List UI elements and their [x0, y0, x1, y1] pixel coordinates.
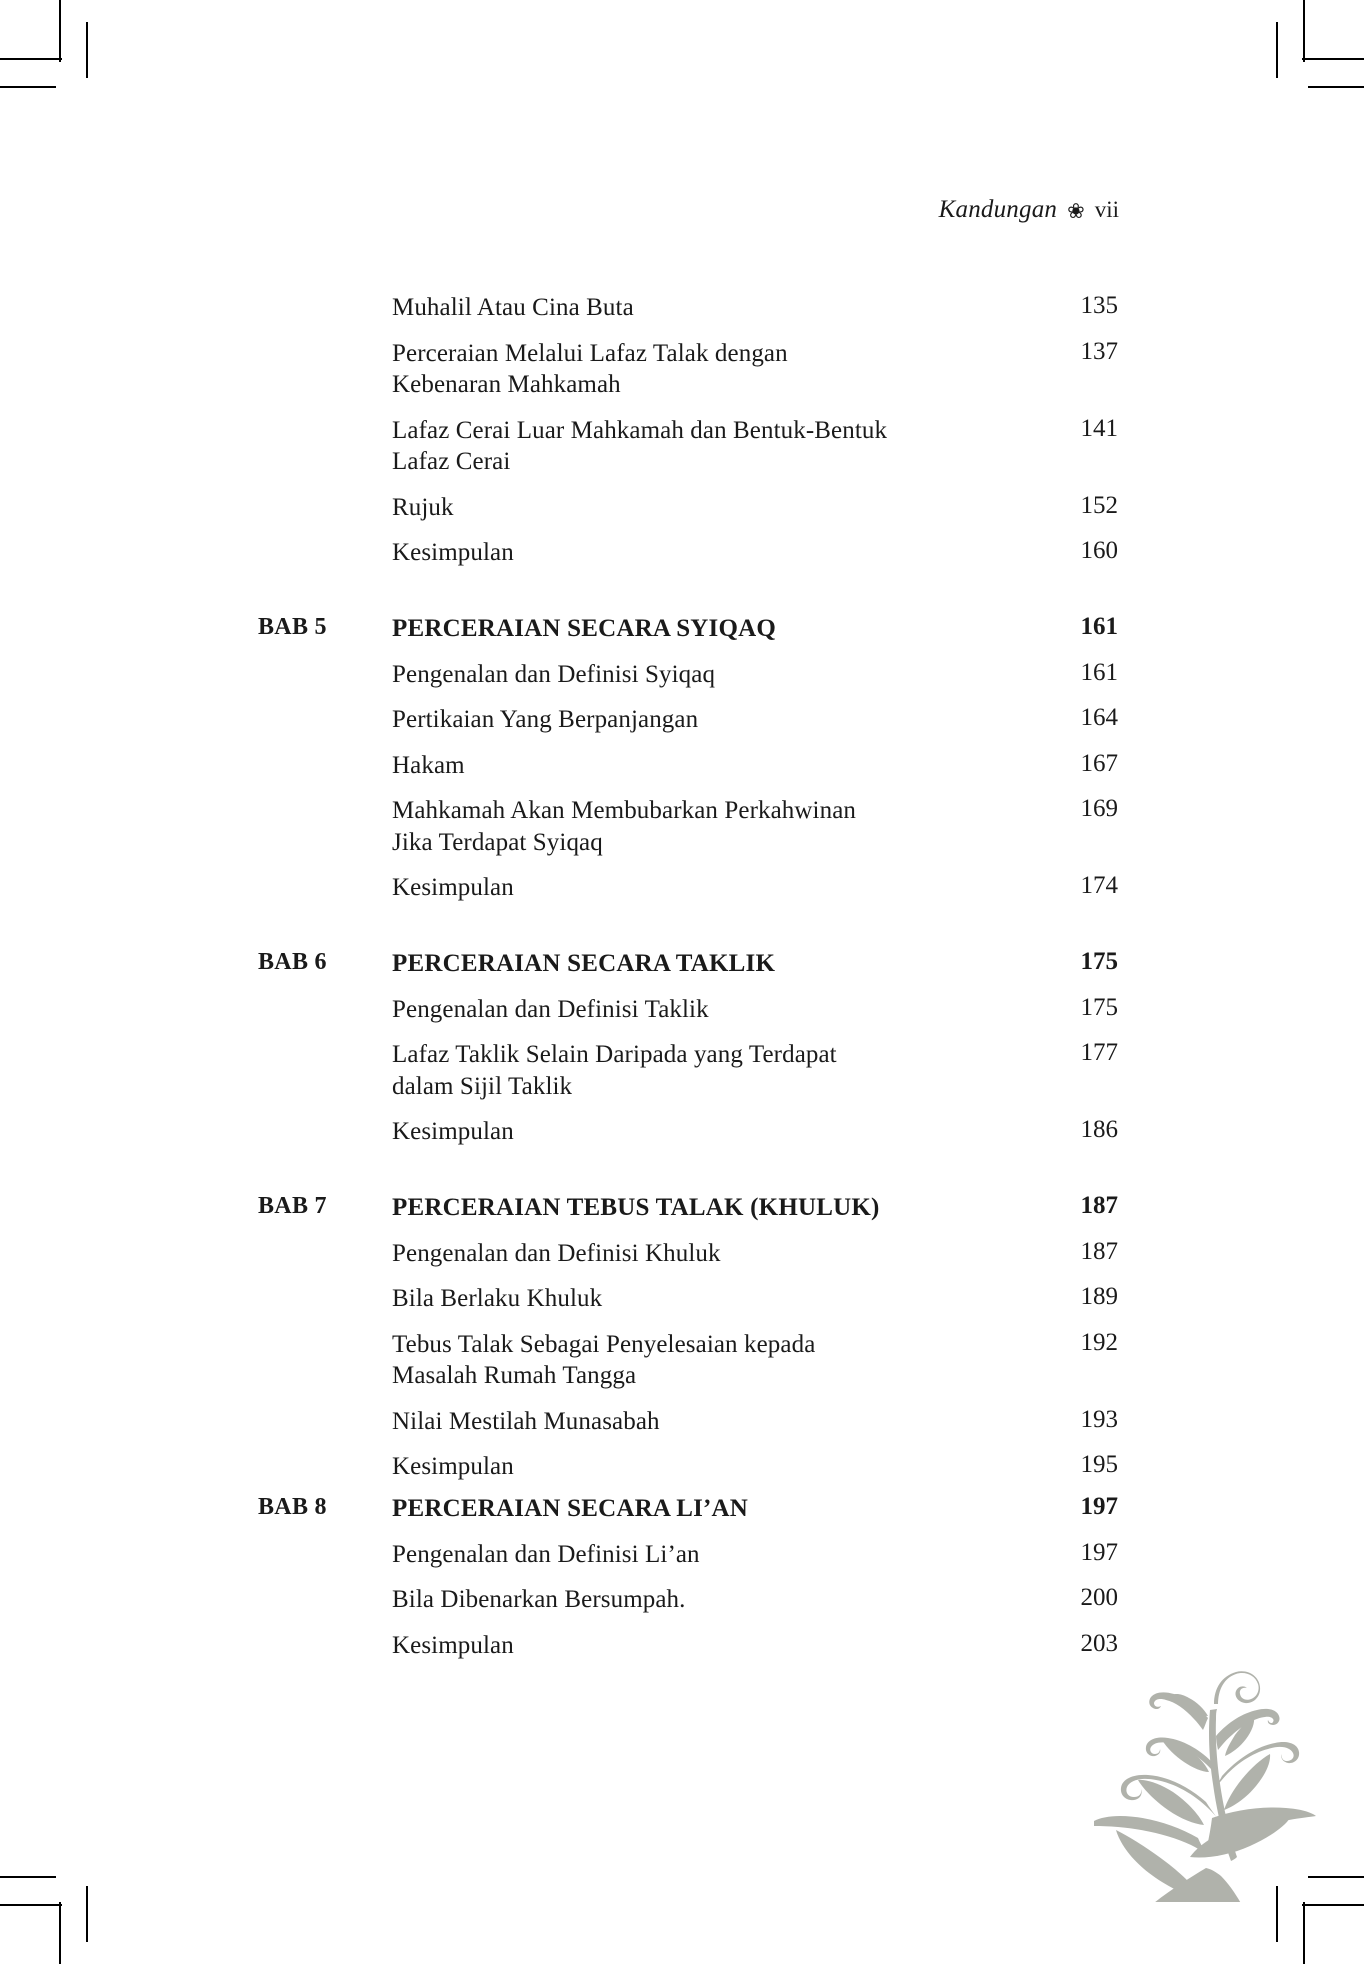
toc-entry-row[interactable] [258, 750, 1118, 782]
toc-chapter-label [258, 1584, 392, 1585]
toc-entry-page-number: 197 [1080, 1492, 1118, 1520]
toc-entry-title-line1: Pengenalan dan Definisi Syiqaq [392, 660, 716, 688]
toc-chapter-label [258, 872, 392, 873]
toc-chapter-label [258, 994, 392, 995]
toc-entry-title [392, 1329, 1044, 1392]
toc-entry-row[interactable] [258, 872, 1118, 904]
running-header-title: Kandungan [938, 196, 1058, 223]
toc-entry-title-line1: Kesimpulan [392, 874, 514, 901]
toc-entry-title [392, 948, 1044, 980]
toc-chapter-label [258, 1630, 392, 1631]
toc-entry-title-line1: Bila Berlaku Khuluk [392, 1285, 603, 1312]
crop-mark [1308, 86, 1364, 88]
toc-entry-title [392, 750, 1044, 782]
crop-mark [1302, 1904, 1364, 1906]
toc-entry-title-line1: Lafaz Cerai Luar Mahkamah dan Bentuk-Bentuk [392, 416, 888, 444]
toc-entry-page-number: 137 [1080, 337, 1118, 365]
toc-entry-page-number: 192 [1080, 1328, 1118, 1356]
toc-chapter-label [258, 1451, 392, 1452]
toc-chapter-label [258, 1039, 392, 1040]
toc-entry-page-number: 135 [1080, 292, 1118, 319]
crop-mark [86, 1886, 88, 1942]
toc-entry-title-line1: Pertikaian Yang Berpanjangan [392, 706, 699, 733]
toc-entry-title [392, 1584, 1044, 1616]
toc-entry-row[interactable] [258, 1406, 1118, 1438]
toc-entry-title-line1: Pengenalan dan Definisi Li’an [392, 1540, 700, 1568]
toc-entry-page-number: 193 [1080, 1405, 1118, 1433]
toc-entry-title-line1: Kesimpulan [392, 1118, 514, 1145]
toc-entry-page-number: 203 [1080, 1629, 1118, 1657]
toc-entry-page-number: 200 [1080, 1584, 1118, 1611]
toc-entry-title [392, 704, 1044, 736]
toc-entry-page-number: 164 [1080, 704, 1118, 731]
toc-entry-title [392, 1238, 1044, 1270]
toc-entry-page-number: 175 [1080, 947, 1118, 975]
toc-chapter-row[interactable] [258, 1192, 1118, 1224]
toc-entry-row[interactable] [258, 415, 1118, 478]
toc-entry-page-number: 197 [1080, 1538, 1118, 1566]
toc-entry-row[interactable] [258, 1630, 1118, 1662]
toc-entry-title-line2: Kebenaran Mahkamah [392, 371, 621, 398]
toc-chapter-label [258, 292, 392, 293]
toc-entry-title-line1: PERCERAIAN SECARA TAKLIK [392, 949, 776, 977]
toc-entry-title [392, 415, 1044, 478]
toc-entry-title-line1: Bila Dibenarkan Bersumpah. [392, 1586, 686, 1613]
toc-entry-row[interactable] [258, 1116, 1118, 1148]
rosette-ornament-icon: ❀ [1067, 198, 1085, 223]
toc-chapter-label: BAB 8 [258, 1493, 327, 1520]
toc-entry-title-line1: Hakam [392, 751, 465, 779]
toc-entry-page-number: 161 [1080, 658, 1118, 686]
toc-entry-page-number: 186 [1080, 1116, 1118, 1143]
toc-entry-title-line1: PERCERAIAN SECARA SYIQAQ [392, 614, 777, 642]
toc-entry-title [392, 1283, 1044, 1315]
toc-chapter-label [258, 338, 392, 339]
toc-entry-row[interactable] [258, 1238, 1118, 1270]
toc-entry-title [392, 1630, 1044, 1662]
toc-chapter-label [258, 750, 392, 751]
toc-entry-title-line1: Rujuk [392, 493, 454, 521]
toc-entry-page-number: 174 [1080, 872, 1118, 899]
toc-entry-title-line1: Kesimpulan [392, 1453, 514, 1480]
toc-entry-title-line1: Kesimpulan [392, 1631, 514, 1659]
crop-mark [1276, 22, 1278, 78]
toc-entry-title [392, 994, 1044, 1026]
toc-chapter-label [258, 415, 392, 416]
toc-chapter-label: BAB 6 [258, 948, 327, 975]
crop-mark [0, 1904, 62, 1906]
toc-entry-row[interactable] [258, 1329, 1118, 1392]
toc-entry-title [392, 1039, 1044, 1102]
toc-entry-title-line1: Tebus Talak Sebagai Penyelesaian kepada [392, 1330, 816, 1358]
toc-entry-title-line1: Mahkamah Akan Membubarkan Perkahwinan [392, 797, 856, 824]
toc-entry-title [392, 292, 1044, 324]
toc-entry-title [392, 1539, 1044, 1571]
toc-entry-row[interactable] [258, 704, 1118, 736]
toc-chapter-label [258, 1329, 392, 1330]
toc-chapter-label [258, 1406, 392, 1407]
crop-mark [1303, 1902, 1305, 1964]
crop-mark [1308, 1876, 1364, 1878]
toc-entry-page-number: 187 [1080, 1237, 1118, 1265]
toc-chapter-label [258, 659, 392, 660]
toc-entry-page-number: 195 [1080, 1451, 1118, 1478]
crop-mark [59, 0, 61, 62]
toc-entry-title-line1: Lafaz Taklik Selain Daripada yang Terdapat [392, 1041, 837, 1068]
toc-entry-title [392, 537, 1044, 569]
floral-vine-ornament-icon [1094, 1632, 1324, 1902]
toc-entry-title-line2: dalam Sijil Taklik [392, 1072, 573, 1100]
crop-mark [1303, 0, 1305, 62]
page-folio-number: vii [1094, 197, 1119, 222]
toc-entry-title [392, 492, 1044, 524]
toc-chapter-label [258, 492, 392, 493]
toc-entry-page-number: 175 [1080, 993, 1118, 1021]
toc-chapter-label [258, 1238, 392, 1239]
toc-entry-title-line2: Masalah Rumah Tangga [392, 1362, 637, 1389]
toc-entry-title-line1: Perceraian Melalui Lafaz Talak dengan [392, 339, 788, 367]
toc-entry-title-line1: PERCERAIAN TEBUS TALAK (KHULUK) [392, 1193, 880, 1221]
toc-entry-page-number: 169 [1080, 795, 1118, 822]
toc-entry-title [392, 613, 1044, 645]
toc-entry-title [392, 795, 1044, 858]
toc-chapter-label: BAB 7 [258, 1192, 327, 1219]
toc-entry-title [392, 659, 1044, 691]
crop-mark [0, 1876, 56, 1878]
toc-chapter-row[interactable] [258, 613, 1118, 645]
toc-entry-row[interactable] [258, 492, 1118, 524]
toc-entry-row[interactable] [258, 292, 1118, 324]
toc-entry-title-line1: Pengenalan dan Definisi Taklik [392, 995, 709, 1023]
toc-entry-title-line2: Lafaz Cerai [392, 448, 511, 475]
toc-entry-row[interactable] [258, 537, 1118, 569]
toc-chapter-row[interactable] [258, 1493, 1118, 1525]
toc-entry-title [392, 1192, 1044, 1224]
toc-chapter-label [258, 1539, 392, 1540]
toc-chapter-row[interactable] [258, 948, 1118, 980]
toc-entry-title [392, 1451, 1044, 1483]
toc-entry-page-number: 160 [1080, 537, 1118, 564]
crop-mark [1302, 58, 1364, 60]
toc-chapter-label [258, 795, 392, 796]
toc-entry-title-line1: Muhalil Atau Cina Buta [392, 294, 634, 321]
toc-chapter-label [258, 1283, 392, 1284]
toc-entry-row[interactable] [258, 338, 1118, 401]
toc-entry-title [392, 1406, 1044, 1438]
toc-entry-page-number: 177 [1080, 1039, 1118, 1066]
table-of-contents [258, 278, 1118, 1661]
toc-entry-row[interactable] [258, 659, 1118, 691]
running-header [939, 196, 1119, 224]
toc-entry-title-line1: Pengenalan dan Definisi Khuluk [392, 1239, 721, 1267]
crop-mark [59, 1902, 61, 1964]
toc-entry-page-number: 152 [1080, 491, 1118, 519]
toc-entry-page-number: 167 [1080, 749, 1118, 777]
toc-entry-title-line1: Kesimpulan [392, 539, 514, 566]
toc-entry-page-number: 161 [1080, 612, 1118, 640]
toc-chapter-label [258, 537, 392, 538]
toc-entry-title-line1: Nilai Mestilah Munasabah [392, 1407, 660, 1435]
toc-entry-page-number: 187 [1080, 1191, 1118, 1219]
crop-mark [0, 86, 56, 88]
toc-entry-row[interactable] [258, 1283, 1118, 1315]
toc-chapter-label [258, 1116, 392, 1117]
toc-entry-row[interactable] [258, 1451, 1118, 1483]
toc-entry-row[interactable] [258, 1039, 1118, 1102]
toc-chapter-label: BAB 5 [258, 613, 327, 640]
toc-entry-title [392, 1493, 1044, 1525]
toc-entry-row[interactable] [258, 994, 1118, 1026]
toc-entry-title [392, 872, 1044, 904]
crop-mark [1276, 1886, 1278, 1942]
toc-entry-title [392, 1116, 1044, 1148]
toc-entry-title-line1: PERCERAIAN SECARA LI’AN [392, 1494, 749, 1522]
crop-mark [86, 22, 88, 78]
toc-entry-row[interactable] [258, 1539, 1118, 1571]
toc-entry-page-number: 189 [1080, 1283, 1118, 1310]
toc-entry-title [392, 338, 1044, 401]
toc-entry-row[interactable] [258, 1584, 1118, 1616]
toc-chapter-label [258, 704, 392, 705]
crop-mark [0, 58, 62, 60]
toc-entry-row[interactable] [258, 795, 1118, 858]
toc-entry-title-line2: Jika Terdapat Syiqaq [392, 828, 603, 856]
toc-entry-page-number: 141 [1080, 414, 1118, 442]
